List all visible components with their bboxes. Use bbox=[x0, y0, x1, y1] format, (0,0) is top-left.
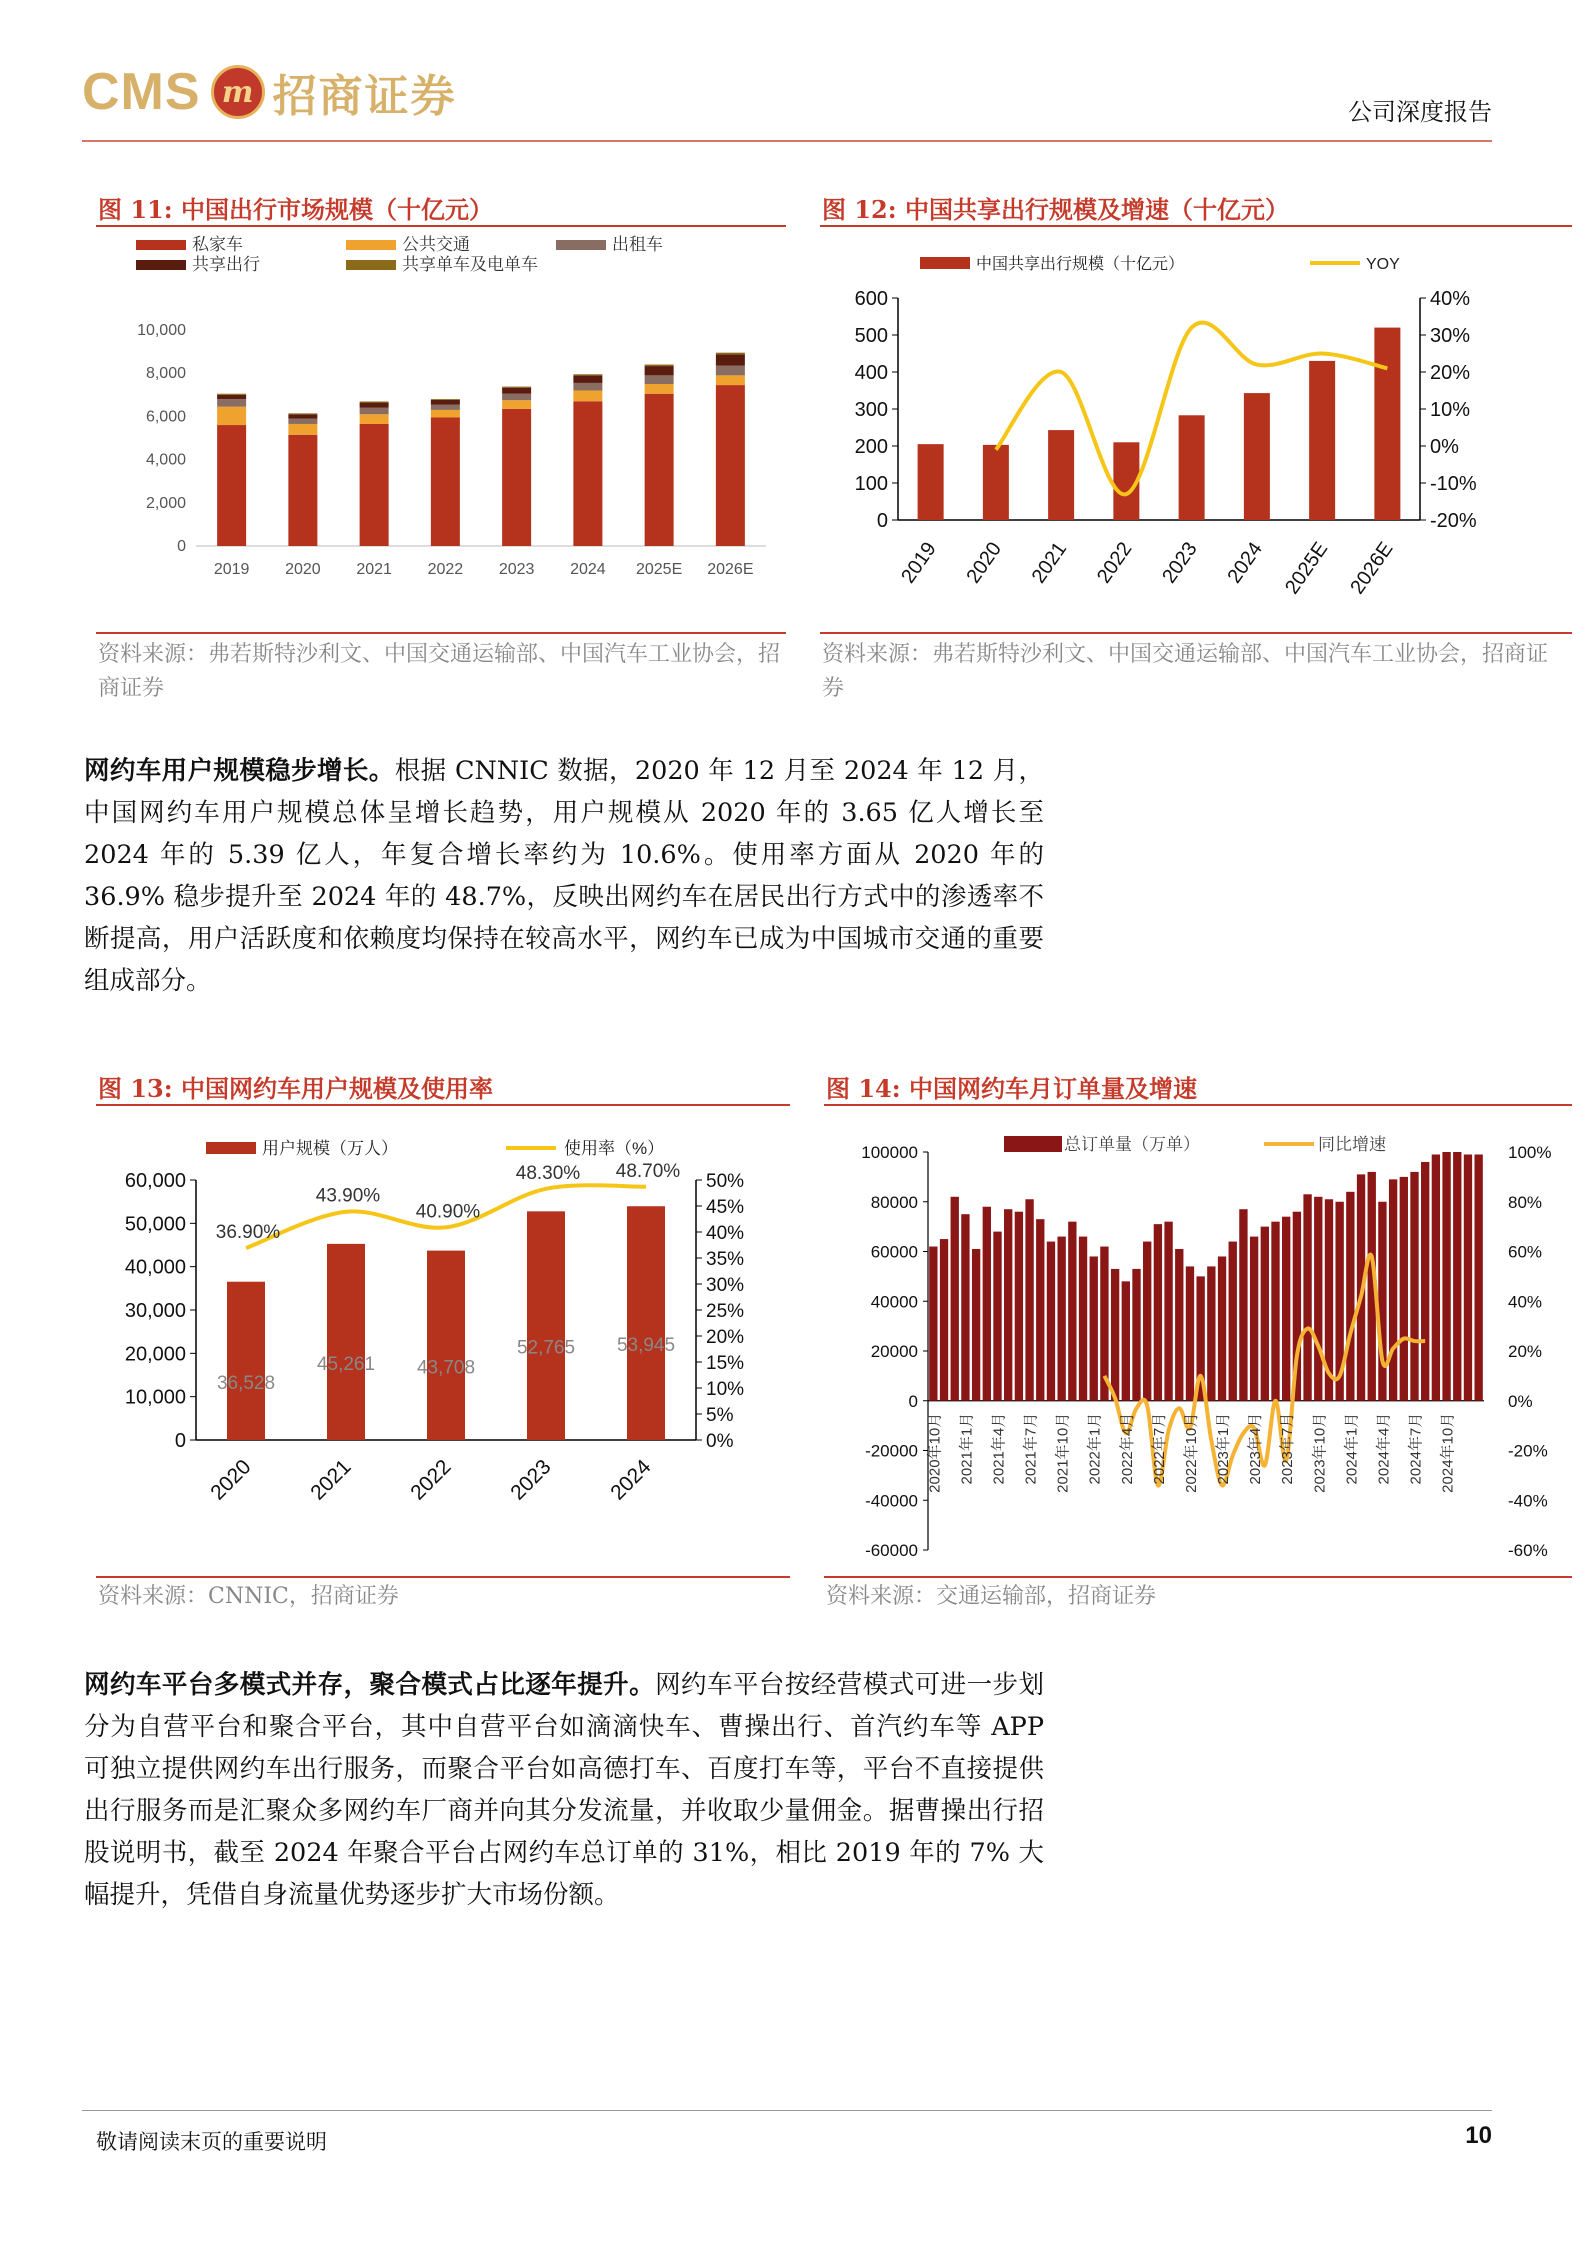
fig13-xtick: 2024 bbox=[606, 1455, 656, 1505]
fig13-bar-label: 36,528 bbox=[216, 1372, 276, 1394]
fig11-bar-segment bbox=[217, 394, 246, 395]
fig11-legend-label: 私家车 bbox=[192, 235, 243, 254]
fig12-chart bbox=[820, 230, 1572, 630]
fig13-legend-bar-label: 用户规模（万人） bbox=[262, 1139, 398, 1158]
fig14-bar bbox=[940, 1239, 948, 1401]
fig11-bar-segment bbox=[288, 435, 317, 546]
fig13-ytick-right: 35% bbox=[706, 1249, 745, 1270]
fig14-xtick: 2020年10月 bbox=[926, 1412, 944, 1493]
fig14-legend-line-label: 同比增速 bbox=[1318, 1135, 1386, 1154]
fig11-bar-segment bbox=[431, 400, 460, 405]
fig11-legend-swatch bbox=[556, 240, 606, 250]
fig14-bar bbox=[1186, 1266, 1194, 1400]
fig14-ytick-left: 20000 bbox=[870, 1342, 918, 1361]
fig14-ytick-left: 80000 bbox=[870, 1192, 918, 1212]
fig14-xtick: 2021年1月 bbox=[958, 1412, 976, 1485]
fig14-legend-bar-label: 总订单量（万单） bbox=[1064, 1135, 1200, 1154]
fig11-bar-segment bbox=[217, 395, 246, 399]
fig14-ytick-left: 40000 bbox=[870, 1292, 918, 1312]
fig13-bar-label: 43,708 bbox=[416, 1357, 476, 1379]
fig14-ytick-right: -60% bbox=[1508, 1541, 1548, 1560]
logo-cms-text: CMS bbox=[82, 63, 201, 121]
fig13-ytick-right: 15% bbox=[706, 1353, 745, 1374]
fig13-legend-bar-swatch bbox=[206, 1142, 256, 1154]
fig14-bar bbox=[1400, 1177, 1408, 1401]
fig11-legend-swatch bbox=[136, 240, 186, 250]
fig14-bar bbox=[1432, 1154, 1440, 1400]
fig13-ytick-left: 0 bbox=[174, 1430, 186, 1452]
fig12-xtick: 2019 bbox=[897, 538, 941, 588]
fig14-xtick: 2022年4月 bbox=[1118, 1412, 1136, 1485]
fig11-bar-segment bbox=[716, 385, 745, 546]
fig14-bar bbox=[929, 1247, 937, 1401]
fig11-bar-segment bbox=[502, 400, 531, 409]
fig14-xtick: 2021年7月 bbox=[1022, 1412, 1040, 1485]
fig11-xtick: 2023 bbox=[498, 561, 535, 578]
fig12-bottom-rule bbox=[820, 632, 1572, 634]
fig13-ytick-right: 45% bbox=[706, 1197, 745, 1218]
fig11-bar-segment bbox=[217, 407, 246, 425]
fig11-bar-segment bbox=[502, 394, 531, 400]
fig14-source: 资料来源：交通运输部，招商证券 bbox=[826, 1584, 1157, 1609]
fig11-bar-segment bbox=[217, 399, 246, 407]
fig13-xtick: 2023 bbox=[506, 1455, 556, 1505]
paragraph-1-body: 根据 CNNIC 数据，2020 年 12 月至 2024 年 12 月，中国网约车用户规模总体呈增长趋势，用户规模从 2020 年的 3.65 亿人增长至 2024 年的 5.39 亿人，年复合增长率约为 10.6%。使用率方面从 2020 年的 36.9% 稳步提升至 2024 年的 48.7%，反映出网约车在居民出行方式中的渗透率不断提高，用户活跃度和依赖度均保持在较高水平，网约车已成为中国城市交通的重要组成部分。 bbox=[84, 756, 1044, 996]
fig14-ytick-left: 60000 bbox=[870, 1242, 918, 1262]
fig14-bar bbox=[1068, 1222, 1076, 1401]
fig12-xtick: 2021 bbox=[1027, 538, 1072, 588]
fig14-bar bbox=[993, 1232, 1001, 1401]
fig14-bar bbox=[1079, 1237, 1087, 1401]
fig14-bar bbox=[1261, 1227, 1269, 1401]
fig13-ytick-left: 50,000 bbox=[124, 1213, 186, 1236]
fig12-ytick-left: 0 bbox=[876, 510, 888, 532]
fig13-ytick-right: 0% bbox=[706, 1431, 734, 1452]
fig14-bar bbox=[1090, 1256, 1098, 1400]
fig13-ytick-right: 10% bbox=[706, 1379, 745, 1400]
fig12-ytick-right: 0% bbox=[1430, 436, 1459, 458]
fig14-xtick: 2022年1月 bbox=[1086, 1412, 1104, 1485]
fig13-bar bbox=[427, 1251, 465, 1440]
fig11-bar-segment bbox=[716, 354, 745, 365]
fig11-bar-segment bbox=[716, 375, 745, 385]
fig12-bar bbox=[1048, 430, 1074, 520]
fig14-bar bbox=[961, 1214, 969, 1401]
fig11-legend-swatch bbox=[136, 260, 186, 270]
fig11-bar-segment bbox=[502, 409, 531, 546]
fig14-bar bbox=[1421, 1162, 1429, 1401]
fig11-ytick: 10,000 bbox=[137, 322, 186, 339]
fig11-bar-segment bbox=[288, 413, 317, 414]
fig13-bar bbox=[227, 1282, 265, 1440]
fig12-ytick-left: 600 bbox=[854, 288, 888, 310]
fig12-legend-line-label: YOY bbox=[1366, 256, 1400, 273]
fig14-xtick: 2022年10月 bbox=[1182, 1412, 1200, 1493]
fig12-ytick-left: 400 bbox=[854, 362, 888, 384]
fig14-bar bbox=[1250, 1237, 1258, 1401]
fig14-bar bbox=[1282, 1217, 1290, 1401]
fig13-ytick-right: 50% bbox=[706, 1171, 745, 1192]
fig11-top-rule bbox=[96, 225, 786, 227]
fig14-bar bbox=[1314, 1197, 1322, 1401]
fig13-ytick-left: 60,000 bbox=[124, 1170, 186, 1192]
fig11-chart bbox=[96, 230, 786, 630]
fig11-legend-label: 共享单车及电单车 bbox=[402, 255, 538, 274]
fig14-bar bbox=[1164, 1222, 1172, 1401]
fig14-bar bbox=[1464, 1154, 1472, 1400]
fig14-chart bbox=[824, 1110, 1572, 1575]
fig14-ytick-left: -20000 bbox=[865, 1441, 918, 1461]
fig11-xtick: 2020 bbox=[285, 561, 321, 578]
fig14-bar bbox=[1122, 1281, 1130, 1400]
company-logo bbox=[82, 62, 457, 122]
fig11-ytick: 2,000 bbox=[145, 494, 186, 512]
fig12-ytick-left: 300 bbox=[854, 399, 888, 421]
paragraph-2-body: 网约车平台按经营模式可进一步划分为自营平台和聚合平台，其中自营平台如滴滴快车、曹操出行、首汽约车等 APP 可独立提供网约车出行服务，而聚合平台如高德打车、百度打车等，平台不直接提供出行服务而是汇聚众多网约车厂商并向其分发流量，并收取少量佣金。据曹操出行招股说明书，截至 2024 年聚合平台占网约车总订单的 31%，相比 2019 年的 7% 大幅提升，凭借自身流量优势逐步扩大市场份额。 bbox=[84, 1670, 1044, 1910]
fig11-legend-label: 公共交通 bbox=[402, 235, 470, 254]
fig12-xtick: 2025E bbox=[1281, 538, 1333, 599]
fig14-bar bbox=[1143, 1242, 1151, 1401]
fig12-xtick: 2020 bbox=[962, 538, 1006, 588]
fig13-ytick-left: 30,000 bbox=[124, 1300, 186, 1322]
fig14-bar bbox=[1111, 1269, 1119, 1401]
logo-badge-icon: m bbox=[211, 65, 265, 119]
fig11-legend-swatch bbox=[346, 260, 396, 270]
fig11-bar-segment bbox=[716, 353, 745, 355]
fig11-bar-segment bbox=[288, 419, 317, 424]
fig13-ytick-left: 10,000 bbox=[124, 1386, 186, 1409]
fig11-bar-segment bbox=[573, 383, 602, 391]
fig11-bar-segment bbox=[573, 390, 602, 401]
fig13-xtick: 2021 bbox=[306, 1455, 356, 1505]
fig14-bar bbox=[1474, 1154, 1482, 1400]
fig11-bar-segment bbox=[217, 425, 246, 546]
page-number: 10 bbox=[1465, 2122, 1492, 2149]
footer-rule bbox=[82, 2110, 1492, 2111]
fig14-ytick-right: 20% bbox=[1508, 1342, 1543, 1361]
fig14-bar bbox=[1154, 1224, 1162, 1401]
fig11-bar-segment bbox=[645, 365, 674, 367]
fig11-bar-segment bbox=[360, 401, 389, 402]
fig14-bar bbox=[1175, 1249, 1183, 1401]
fig14-legend-bar-swatch bbox=[1004, 1136, 1062, 1152]
fig12-ytick-right: 30% bbox=[1430, 325, 1471, 347]
fig11-xtick: 2026E bbox=[707, 561, 754, 578]
fig11-bar-segment bbox=[288, 414, 317, 418]
fig13-ytick-left: 20,000 bbox=[124, 1343, 186, 1366]
fig11-legend-label: 共享出行 bbox=[192, 255, 260, 274]
fig12-bar bbox=[1179, 415, 1205, 520]
fig11-bar-segment bbox=[360, 403, 389, 408]
fig14-ytick-right: 100% bbox=[1508, 1143, 1552, 1162]
paragraph-2 bbox=[84, 1664, 1044, 1916]
fig14-bar bbox=[1015, 1212, 1023, 1401]
fig11-ytick: 4,000 bbox=[145, 451, 186, 469]
fig14-xtick: 2022年7月 bbox=[1150, 1412, 1168, 1485]
fig11-xtick: 2021 bbox=[356, 561, 392, 578]
fig13-bar bbox=[527, 1211, 565, 1440]
fig14-xtick: 2024年4月 bbox=[1375, 1412, 1393, 1485]
fig11-bar-segment bbox=[502, 387, 531, 388]
fig12-bar bbox=[1374, 328, 1400, 520]
footer-note: 敬请阅读末页的重要说明 bbox=[96, 2130, 327, 2154]
fig14-ytick-left: 100000 bbox=[861, 1143, 918, 1162]
header-rule bbox=[82, 140, 1492, 142]
fig13-chart bbox=[96, 1110, 790, 1570]
fig13-bar-label: 53,945 bbox=[616, 1335, 676, 1357]
fig14-bar bbox=[1047, 1242, 1055, 1401]
fig14-bar bbox=[1057, 1237, 1065, 1401]
fig13-ytick-right: 5% bbox=[706, 1405, 734, 1426]
fig14-bar bbox=[1453, 1152, 1461, 1401]
report-type: 公司深度报告 bbox=[1348, 98, 1492, 126]
fig14-xtick: 2024年7月 bbox=[1407, 1412, 1425, 1485]
fig14-top-rule bbox=[824, 1104, 1572, 1106]
fig14-ytick-left: -40000 bbox=[865, 1491, 918, 1511]
fig14-ytick-right: 80% bbox=[1508, 1192, 1543, 1212]
fig14-bar bbox=[1218, 1256, 1226, 1400]
fig11-bar-segment bbox=[573, 374, 602, 375]
fig14-ytick-left: 0 bbox=[908, 1391, 918, 1411]
fig13-line-label: 36.90% bbox=[215, 1222, 281, 1244]
fig11-bar-segment bbox=[431, 417, 460, 546]
fig14-bar bbox=[1036, 1219, 1044, 1401]
fig11-xtick: 2025E bbox=[635, 561, 683, 578]
fig14-bar bbox=[1132, 1269, 1140, 1401]
fig12-ytick-left: 100 bbox=[854, 473, 888, 495]
fig11-bar-segment bbox=[573, 376, 602, 383]
fig14-bar bbox=[1410, 1172, 1418, 1401]
fig14-bar bbox=[1346, 1192, 1354, 1401]
fig14-bar bbox=[1004, 1209, 1012, 1401]
fig13-title: 图 13: 中国网约车用户规模及使用率 bbox=[98, 1074, 493, 1103]
fig12-title: 图 12: 中国共享出行规模及增速（十亿元） bbox=[822, 195, 1289, 224]
fig14-xtick: 2023年7月 bbox=[1279, 1412, 1297, 1485]
fig14-bar bbox=[1303, 1194, 1311, 1400]
fig13-ytick-right: 20% bbox=[706, 1327, 745, 1348]
fig11-title: 图 11: 中国出行市场规模（十亿元） bbox=[98, 195, 493, 224]
fig14-bar bbox=[1378, 1202, 1386, 1401]
fig14-bar bbox=[1389, 1179, 1397, 1400]
fig11-xtick: 2024 bbox=[570, 561, 606, 578]
fig12-ytick-right: -20% bbox=[1430, 510, 1477, 532]
fig13-top-rule bbox=[96, 1104, 790, 1106]
fig14-xtick: 2021年4月 bbox=[990, 1412, 1008, 1485]
fig13-ytick-right: 30% bbox=[706, 1275, 745, 1296]
fig11-bar-segment bbox=[573, 401, 602, 546]
fig13-line-label: 48.70% bbox=[615, 1160, 681, 1182]
fig13-line-label: 43.90% bbox=[315, 1185, 381, 1207]
fig13-line-label: 48.30% bbox=[515, 1162, 581, 1184]
fig11-bottom-rule bbox=[96, 632, 786, 634]
fig14-bar bbox=[951, 1197, 959, 1401]
fig11-bar-segment bbox=[716, 366, 745, 376]
fig12-xtick: 2024 bbox=[1223, 538, 1267, 588]
fig13-bar bbox=[627, 1206, 665, 1440]
fig12-xtick: 2023 bbox=[1158, 538, 1202, 588]
fig11-xtick: 2019 bbox=[213, 561, 250, 578]
fig11-bar-segment bbox=[360, 408, 389, 414]
fig11-bar-segment bbox=[431, 405, 460, 410]
fig12-legend-bar-swatch bbox=[920, 257, 970, 269]
fig14-ytick-left: -60000 bbox=[865, 1541, 918, 1560]
fig13-bar-label: 45,261 bbox=[316, 1353, 376, 1375]
fig14-ytick-right: 60% bbox=[1508, 1242, 1543, 1262]
fig12-bar bbox=[1309, 361, 1335, 520]
fig12-bar bbox=[983, 445, 1009, 520]
fig14-ytick-right: -20% bbox=[1508, 1441, 1548, 1461]
fig11-legend-label: 出租车 bbox=[612, 235, 663, 254]
fig11-ytick: 8,000 bbox=[145, 365, 186, 383]
fig14-xtick: 2023年10月 bbox=[1311, 1412, 1329, 1493]
fig13-bar-label: 52,765 bbox=[516, 1337, 576, 1359]
fig14-bar bbox=[1229, 1242, 1237, 1401]
paragraph-1 bbox=[84, 750, 1044, 1002]
fig14-bar bbox=[1442, 1152, 1450, 1401]
fig14-bar bbox=[1207, 1266, 1215, 1400]
fig12-legend-bar-label: 中国共享出行规模（十亿元） bbox=[976, 256, 1185, 273]
fig13-bar bbox=[327, 1244, 365, 1440]
fig14-title: 图 14: 中国网约车月订单量及增速 bbox=[826, 1074, 1197, 1103]
fig12-bar bbox=[918, 444, 944, 520]
fig12-ytick-right: -10% bbox=[1430, 473, 1477, 495]
fig12-top-rule bbox=[820, 225, 1572, 227]
fig12-ytick-left: 500 bbox=[854, 325, 888, 347]
fig13-bottom-rule bbox=[96, 1576, 790, 1578]
fig11-bar-segment bbox=[431, 410, 460, 418]
fig11-bar-segment bbox=[645, 366, 674, 375]
fig11-xtick: 2022 bbox=[427, 561, 464, 578]
logo-cn-text: 招商证券 bbox=[272, 71, 457, 122]
fig14-xtick: 2023年4月 bbox=[1247, 1412, 1265, 1485]
fig13-ytick-right: 25% bbox=[706, 1301, 745, 1322]
fig13-line-label: 40.90% bbox=[415, 1201, 481, 1223]
fig14-ytick-right: -40% bbox=[1508, 1491, 1548, 1511]
fig14-bar bbox=[1271, 1222, 1279, 1401]
fig11-ytick: 6,000 bbox=[145, 408, 186, 426]
fig14-xtick: 2023年1月 bbox=[1215, 1412, 1233, 1485]
fig13-xtick: 2022 bbox=[406, 1455, 456, 1505]
fig14-bar bbox=[1025, 1199, 1033, 1400]
fig12-ytick-right: 20% bbox=[1430, 362, 1471, 384]
fig11-bar-segment bbox=[502, 388, 531, 394]
fig14-ytick-right: 0% bbox=[1508, 1391, 1533, 1411]
fig13-ytick-left: 40,000 bbox=[124, 1256, 186, 1279]
fig11-bar-segment bbox=[645, 394, 674, 546]
fig14-xtick: 2024年10月 bbox=[1439, 1412, 1457, 1493]
fig12-bar bbox=[1244, 393, 1270, 520]
fig12-ytick-left: 200 bbox=[854, 436, 888, 458]
fig12-xtick: 2022 bbox=[1092, 538, 1137, 588]
fig14-xtick: 2024年1月 bbox=[1343, 1412, 1361, 1485]
fig12-source: 资料来源：弗若斯特沙利文、中国交通运输部、中国汽车工业协会，招商证券 bbox=[822, 642, 1549, 701]
fig11-source: 资料来源：弗若斯特沙利文、中国交通运输部、中国汽车工业协会，招商证券 bbox=[98, 642, 781, 701]
fig14-bar bbox=[972, 1249, 980, 1401]
fig12-xtick: 2026E bbox=[1346, 538, 1398, 599]
fig11-legend-swatch bbox=[346, 240, 396, 250]
fig13-source: 资料来源：CNNIC，招商证券 bbox=[98, 1584, 399, 1609]
fig11-ytick: 0 bbox=[177, 538, 186, 555]
fig11-bar-segment bbox=[288, 424, 317, 435]
fig11-bar-segment bbox=[360, 424, 389, 546]
fig14-bottom-rule bbox=[824, 1576, 1572, 1578]
fig11-bar-segment bbox=[645, 384, 674, 394]
fig13-legend-line-label: 使用率（%） bbox=[564, 1139, 665, 1158]
fig11-bar-segment bbox=[360, 414, 389, 424]
fig14-bar bbox=[1239, 1209, 1247, 1401]
fig14-xtick: 2021年10月 bbox=[1054, 1412, 1072, 1493]
fig13-xtick: 2020 bbox=[206, 1455, 256, 1505]
fig13-ytick-right: 40% bbox=[706, 1223, 745, 1244]
fig11-bar-segment bbox=[645, 375, 674, 384]
paragraph-2-lead: 网约车平台多模式并存，聚合模式占比逐年提升。 bbox=[84, 1670, 656, 1700]
paragraph-1-lead: 网约车用户规模稳步增长。 bbox=[84, 756, 395, 786]
fig11-bar-segment bbox=[431, 399, 460, 400]
fig14-bar bbox=[983, 1207, 991, 1401]
fig12-ytick-right: 10% bbox=[1430, 399, 1471, 421]
fig12-ytick-right: 40% bbox=[1430, 288, 1471, 310]
fig14-ytick-right: 40% bbox=[1508, 1292, 1543, 1312]
